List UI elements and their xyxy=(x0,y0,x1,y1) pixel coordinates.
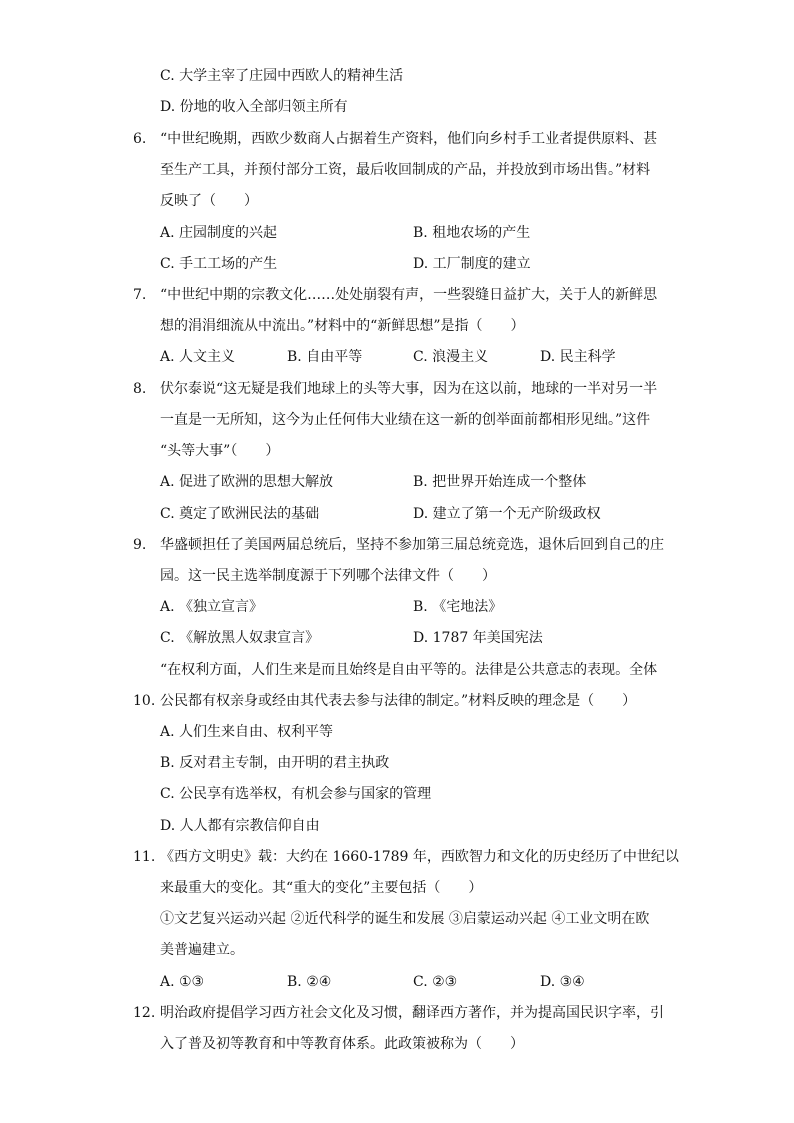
q11-stem-line-4: 美普遍建立。 xyxy=(160,942,244,958)
q8-stem-line-3: “头等大事”（ ） xyxy=(160,443,280,459)
q11-stem-line-3: ①文艺复兴运动兴起 ②近代科学的诞生和发展 ③启蒙运动兴起 ④工业文明在欧 xyxy=(160,911,650,927)
q10-option-b: B. 反对君主专制，由开明的君主执政 xyxy=(160,755,390,771)
q8-option-b: B. 把世界开始连成一个整体 xyxy=(413,474,587,490)
q6-stem-line-1: “中世纪晚期，西欧少数商人占据着生产资料，他们向乡村手工业者提供原料、甚 xyxy=(160,131,658,147)
q7-option-c: C. 浪漫主义 xyxy=(413,349,489,365)
q7-option-b: B. 自由平等 xyxy=(287,349,363,365)
q10-option-a: A. 人们生来自由、权利平等 xyxy=(160,724,334,740)
q9-stem-line-2: 园。这一民主选举制度源于下列哪个法律文件（ ） xyxy=(160,568,496,584)
q6-stem-line-2: 至生产工具，并预付部分工资，最后收回制成的产品，并投放到市场出售。”材料 xyxy=(160,162,651,178)
q9-option-d: D. 1787 年美国宪法 xyxy=(413,630,543,646)
q12-stem-line-2: 入了普及初等教育和中等教育体系。此政策被称为（ ） xyxy=(160,1036,524,1052)
q11-option-a: A. ①③ xyxy=(160,974,205,990)
q9-option-b: B. 《宅地法》 xyxy=(413,599,503,615)
q9-option-a: A. 《独立宣言》 xyxy=(160,599,264,615)
q7-option-a: A. 人文主义 xyxy=(160,349,236,365)
q8-number: 8. xyxy=(133,381,147,397)
q5-option-d: D. 份地的收入全部归领主所有 xyxy=(160,99,348,115)
q11-option-c: C. ②③ xyxy=(413,974,458,990)
q9-stem-line-1: 华盛顿担任了美国两届总统后，坚持不参加第三届总统竞选，退休后回到自己的庄 xyxy=(160,537,664,553)
q6-option-b: B. 租地农场的产生 xyxy=(413,225,531,241)
q9-number: 9. xyxy=(133,537,147,553)
q7-stem-line-2: 想的涓涓细流从中流出。”材料中的“新鲜思想”是指（ ） xyxy=(160,318,525,334)
q6-option-d: D. 工厂制度的建立 xyxy=(413,256,531,272)
q7-stem-line-1: “中世纪中期的宗教文化……处处崩裂有声，一些裂缝日益扩大，关于人的新鲜思 xyxy=(160,287,658,303)
q8-option-a: A. 促进了欧洲的思想大解放 xyxy=(160,474,334,490)
q6-stem-line-3: 反映了（ ） xyxy=(160,193,258,209)
q11-option-d: D. ③④ xyxy=(540,974,585,990)
q11-stem-line-1: 《西方文明史》载：大约在 1660-1789 年，西欧智力和文化的历史经历了中世纪以 xyxy=(160,849,679,865)
q10-option-c: C. 公民享有选举权，有机会参与国家的管理 xyxy=(160,786,432,802)
q12-number: 12. xyxy=(133,1005,156,1021)
q6-option-c: C. 手工工场的产生 xyxy=(160,256,278,272)
q10-stem-line-1: “在权利方面，人们生来是而且始终是自由平等的。法律是公共意志的表现。全体 xyxy=(160,662,658,678)
q7-option-d: D. 民主科学 xyxy=(540,349,616,365)
q11-number: 11. xyxy=(133,849,156,865)
q8-option-c: C. 奠定了欧洲民法的基础 xyxy=(160,506,320,522)
q11-option-b: B. ②④ xyxy=(287,974,332,990)
q10-number: 10. xyxy=(133,693,156,709)
q12-stem-line-1: 明治政府提倡学习西方社会文化及习惯，翻译西方著作，并为提高国民识字率，引 xyxy=(160,1005,664,1021)
q10-stem-line-2: 公民都有权亲身或经由其代表去参与法律的制定。”材料反映的理念是（ ） xyxy=(160,693,637,709)
q9-option-c: C. 《解放黑人奴隶宣言》 xyxy=(160,630,320,646)
q8-stem-line-2: 一直是一无所知，这今为止任何伟大业绩在这一新的创举面前都相形见绌。”这件 xyxy=(160,412,651,428)
q8-stem-line-1: 伏尔泰说“这无疑是我们地球上的头等大事，因为在这以前，地球的一半对另一半 xyxy=(160,381,658,397)
q5-option-c: C. 大学主宰了庄园中西欧人的精神生活 xyxy=(160,68,404,84)
q7-number: 7. xyxy=(133,287,147,303)
q6-option-a: A. 庄园制度的兴起 xyxy=(160,225,278,241)
q10-option-d: D. 人人都有宗教信仰自由 xyxy=(160,818,320,834)
q8-option-d: D. 建立了第一个无产阶级政权 xyxy=(413,506,601,522)
q11-stem-line-2: 来最重大的变化。其“重大的变化”主要包括（ ） xyxy=(160,880,483,896)
q6-number: 6. xyxy=(133,131,147,147)
